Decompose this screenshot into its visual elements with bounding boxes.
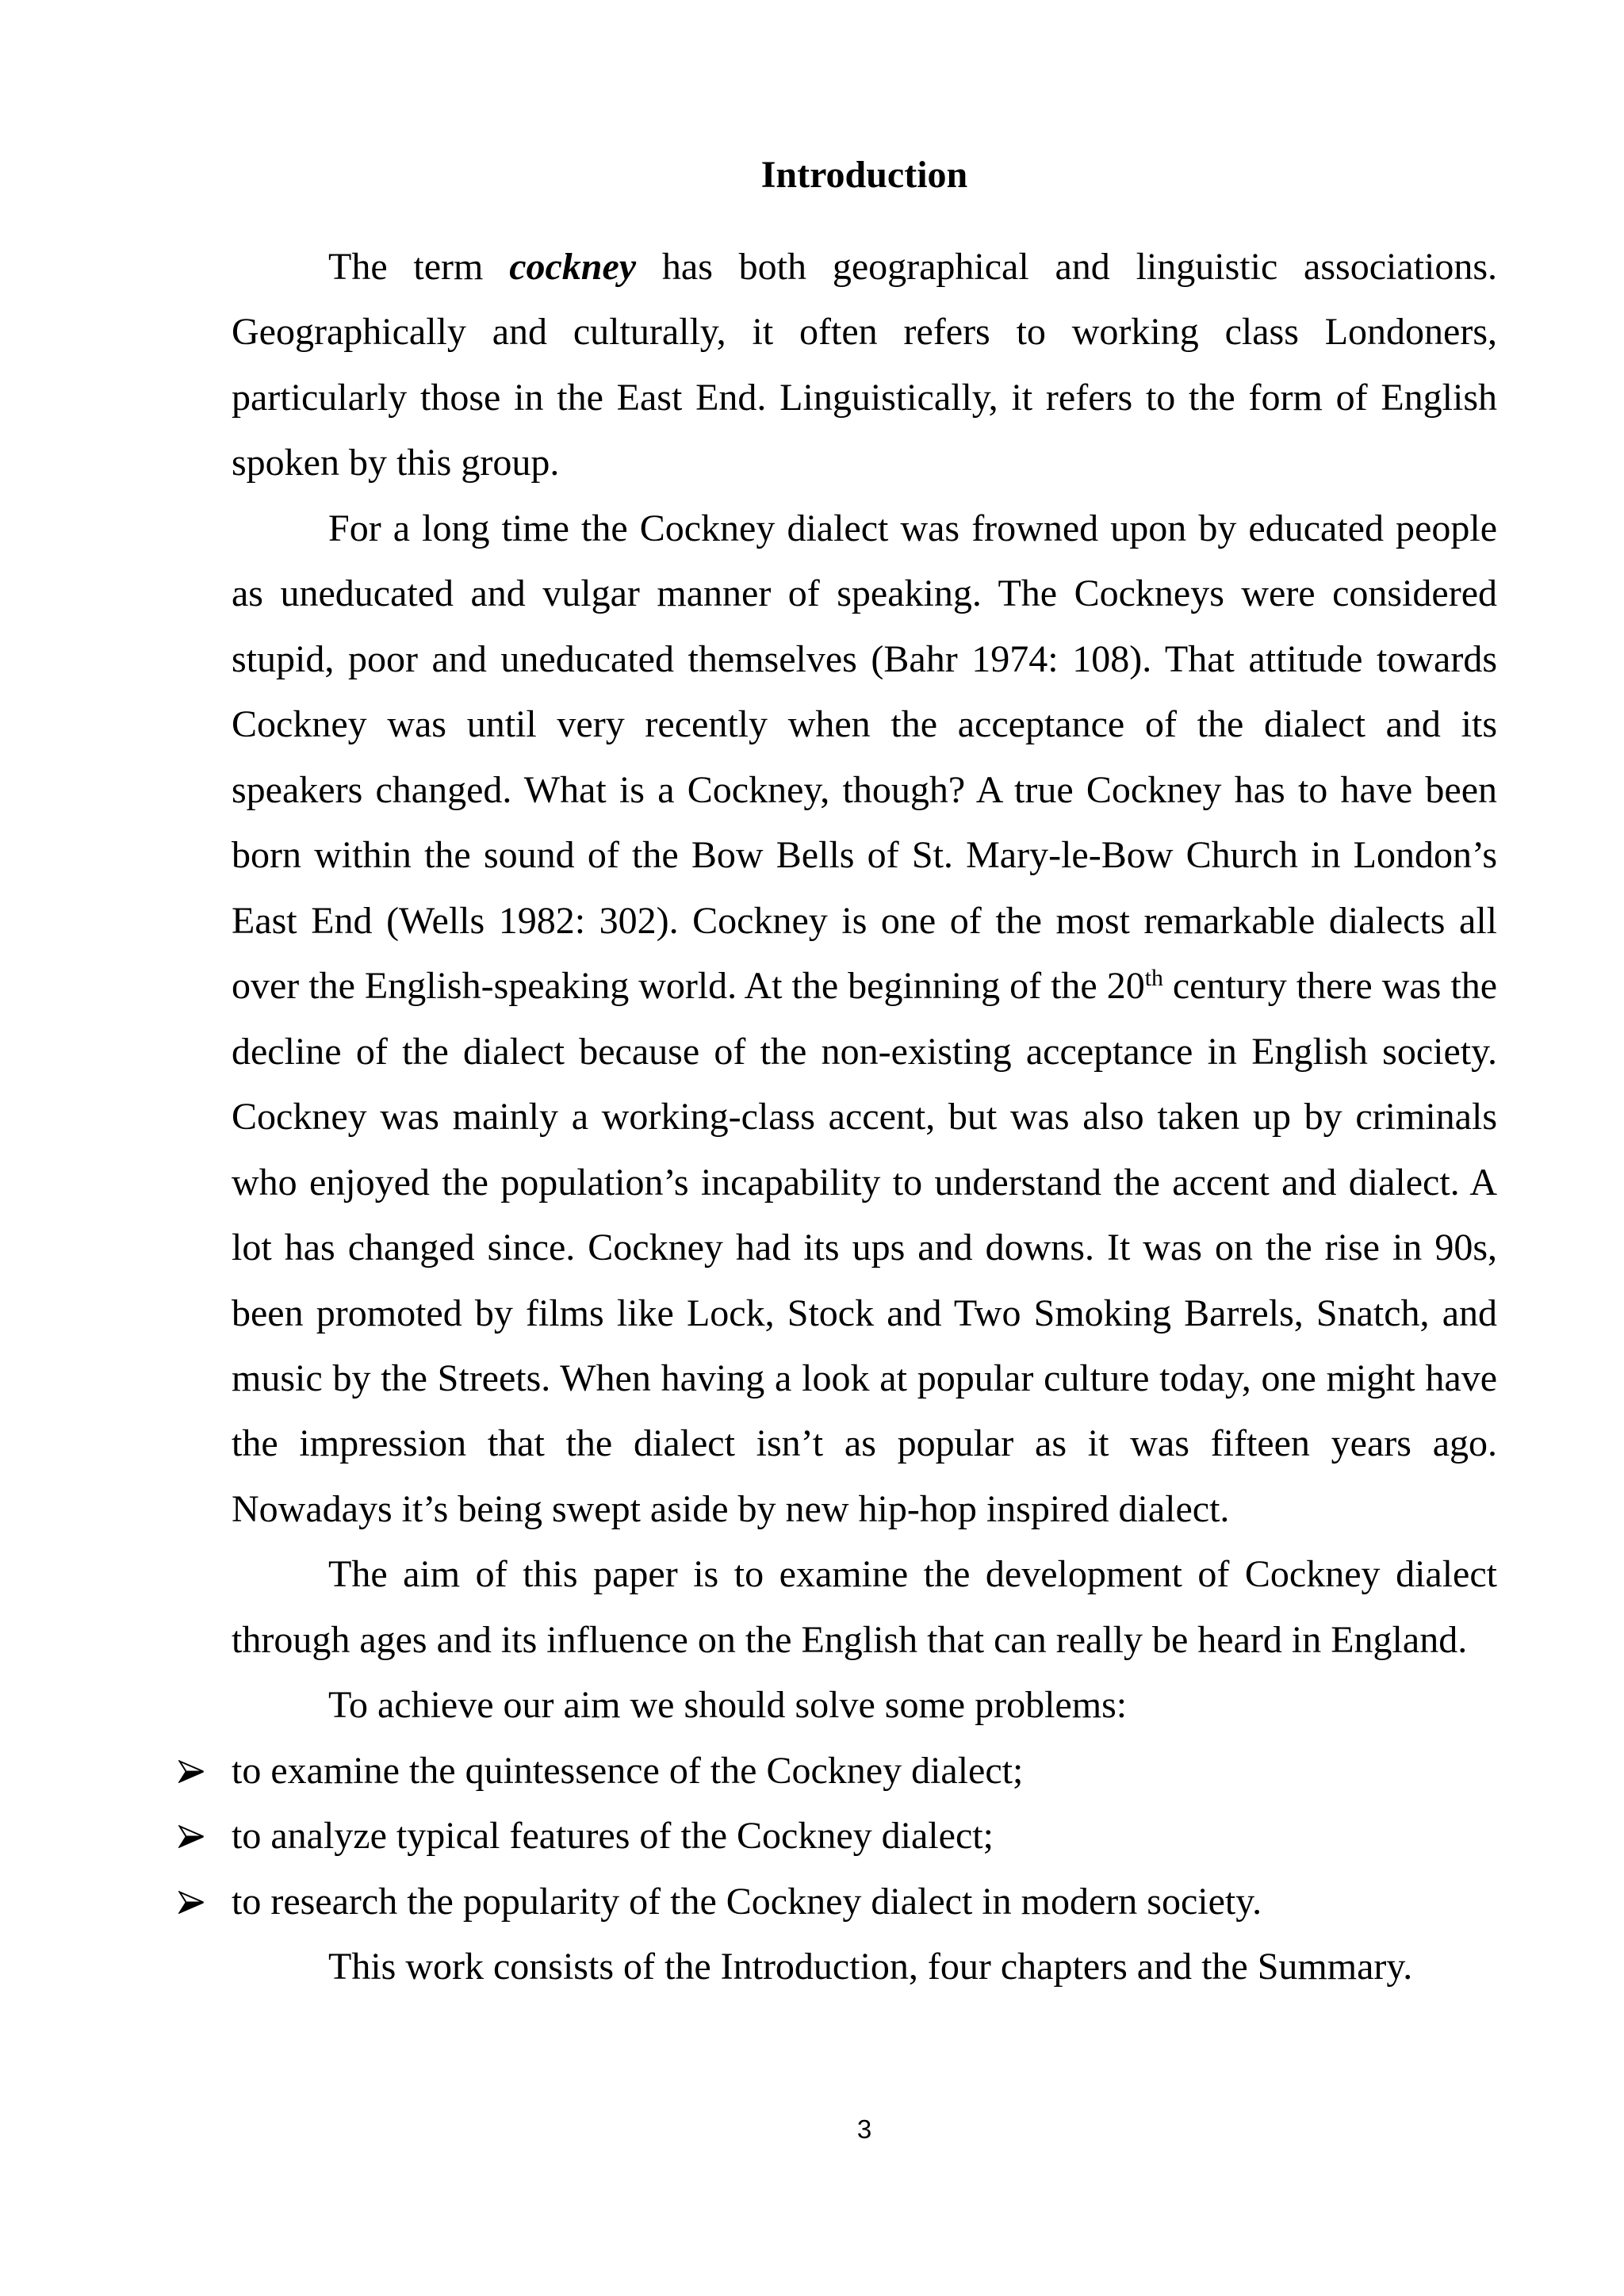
task-text: to analyze typical features of the Cockney dialect;	[232, 1815, 994, 1858]
text-line: lot has changed since. Cockney had its ups and downs. It was on the rise in 90s,	[232, 1226, 1497, 1269]
text-line	[232, 954, 1497, 1019]
text-line: been promoted by films like Lock, Stock and Two Smoking Barrels, Snatch, and	[232, 1292, 1497, 1334]
paragraph	[232, 1542, 1497, 1673]
text-line: stupid, poor and uneducated themselves (Bahr 1974: 108). That attitude towards	[232, 637, 1497, 680]
text-line: The aim of this paper is to examine the development of Cockney dialect	[328, 1553, 1497, 1596]
text-segment: has both geographical and linguistic associations.	[636, 246, 1498, 288]
text-line: as uneducated and vulgar manner of speaking. The Cockneys were considered	[232, 572, 1497, 615]
task-list	[232, 1739, 1497, 1934]
text-line: Cockney was until very recently when the acceptance of the dialect and its	[232, 703, 1497, 746]
text-line: decline of the dialect because of the non-existing acceptance in English society.	[232, 1030, 1497, 1073]
task-item	[232, 1804, 1497, 1869]
text-line: For a long time the Cockney dialect was frowned upon by educated people	[328, 507, 1497, 549]
text-line: East End (Wells 1982: 302). Cockney is one of the most remarkable dialects all	[232, 899, 1497, 942]
text-line: To achieve our aim we should solve some problems:	[328, 1684, 1128, 1727]
paragraph	[232, 496, 1497, 1543]
text-line: Geographically and culturally, it often refers to working class Londoners,	[232, 311, 1497, 354]
paragraph	[232, 235, 1497, 496]
closing-line: This work consists of the Introduction, four chapters and the Summary.	[328, 1946, 1413, 1988]
task-text: to research the popularity of the Cockney dialect in modern society.	[232, 1880, 1262, 1923]
paragraph	[232, 1934, 1497, 1999]
text-line: Nowadays it’s being swept aside by new hip-hop inspired dialect.	[232, 1487, 1230, 1530]
text-line: who enjoyed the population’s incapability to understand the accent and dialect. A	[232, 1161, 1497, 1203]
task-item	[232, 1739, 1497, 1804]
text-line: born within the sound of the Bow Bells of St. Mary-le-Bow Church in London’s	[232, 834, 1497, 877]
text-line	[232, 235, 1497, 300]
text-segment: century there was the	[1162, 965, 1497, 1008]
page-number: 3	[856, 2114, 872, 2144]
paragraph	[232, 1673, 1497, 1738]
text-segment: The term	[328, 246, 510, 288]
body-text	[232, 235, 1497, 2000]
text-line: music by the Streets. When having a look at popular culture today, one might have	[232, 1357, 1497, 1399]
task-item	[232, 1869, 1497, 1934]
arrow-bullet-icon	[178, 1760, 205, 1783]
text-line: through ages and its influence on the English that can really be heard in England.	[232, 1618, 1468, 1661]
text-line: speakers changed. What is a Cockney, though? A true Cockney has to have been	[232, 768, 1497, 811]
arrow-bullet-icon	[178, 1891, 205, 1914]
superscript-ordinal: th	[1144, 964, 1163, 991]
text-line: Cockney was mainly a working-class accent, but was also taken up by criminals	[232, 1096, 1497, 1138]
arrow-bullet-icon	[178, 1825, 205, 1848]
text-line: spoken by this group.	[232, 442, 560, 484]
section-heading: Introduction	[760, 154, 968, 196]
emphasized-term: cockney	[509, 246, 637, 288]
task-text: to examine the quintessence of the Cockney dialect;	[232, 1749, 1024, 1792]
text-segment: over the English-speaking world. At the beginning of the 20	[232, 965, 1145, 1008]
text-line: particularly those in the East End. Linguistically, it refers to the form of English	[232, 376, 1497, 419]
text-line: the impression that the dialect isn’t as popular as it was fifteen years ago.	[232, 1422, 1497, 1465]
